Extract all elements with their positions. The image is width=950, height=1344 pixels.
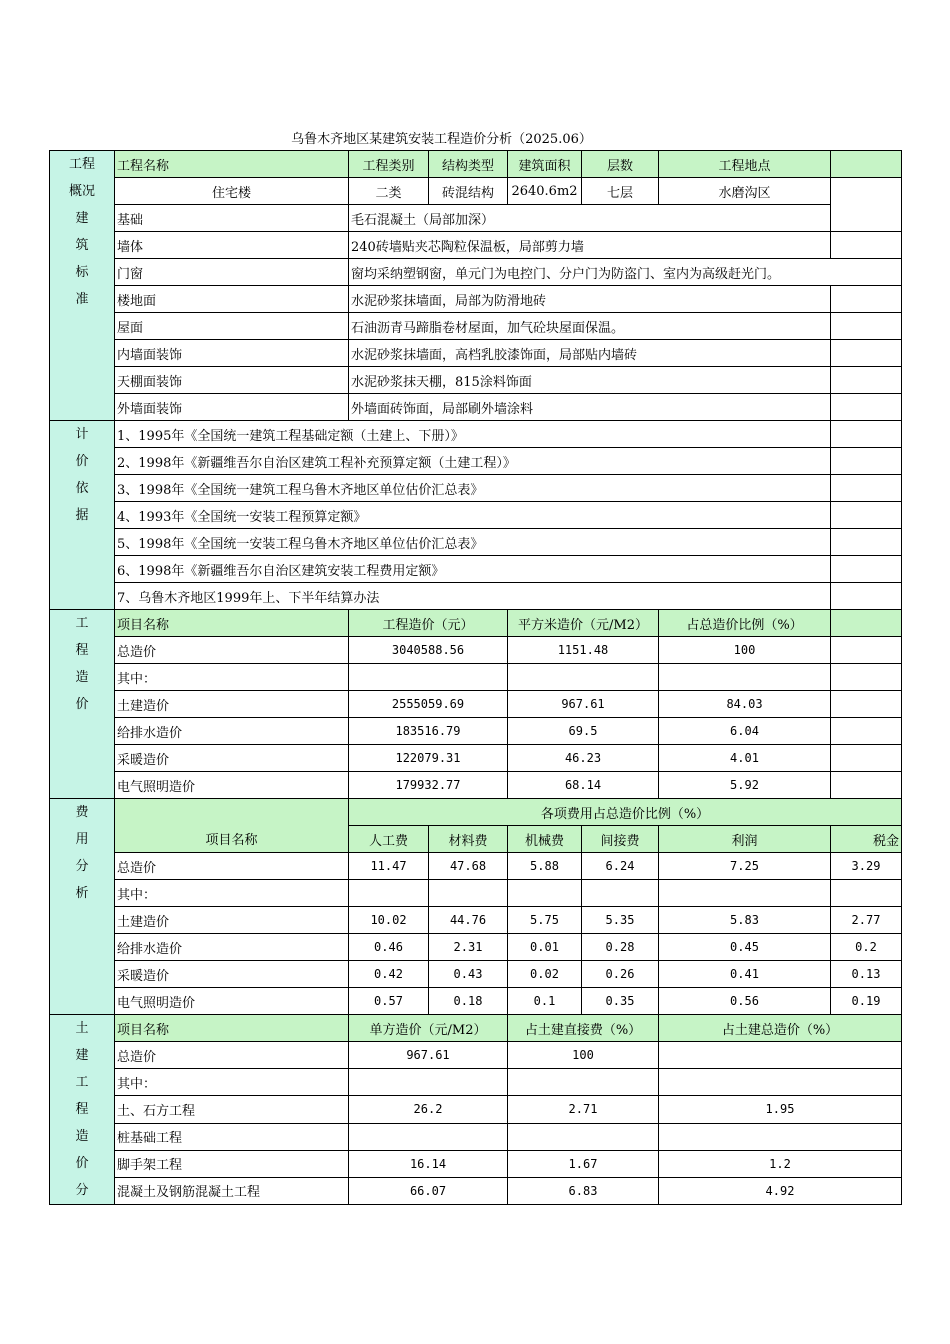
- cell: 0.26: [582, 961, 659, 988]
- cell: 2.31: [429, 934, 508, 961]
- cell: 0.2: [831, 934, 902, 961]
- header-cell: 机械费: [508, 826, 582, 853]
- item-name: 屋面: [115, 313, 349, 340]
- empty-cell: [831, 691, 902, 718]
- item-desc: 水泥砂浆抹墙面，局部为防滑地砖: [349, 286, 831, 313]
- cell: 0.45: [659, 934, 831, 961]
- cell: [349, 1123, 508, 1150]
- item-desc: 石油沥青马蹄脂卷材屋面，加气砼块屋面保温。: [349, 313, 831, 340]
- cell: 0.41: [659, 961, 831, 988]
- row-label: 脚手架工程: [115, 1150, 349, 1177]
- header-cell: 项目名称: [115, 799, 349, 853]
- row-label: 电气照明造价: [115, 772, 349, 799]
- header-cell: 工程类别: [349, 151, 429, 178]
- header-cell: 占土建总造价（%）: [659, 1015, 902, 1042]
- cell: 967.61: [508, 691, 659, 718]
- header-cell: 占总造价比例（%）: [659, 610, 831, 637]
- empty-cell: [831, 394, 902, 421]
- building-area: 2640.6m2: [508, 178, 582, 205]
- cell: 1.95: [659, 1096, 902, 1123]
- cell: 183516.79: [349, 718, 508, 745]
- cell: [659, 880, 831, 907]
- item-desc: 窗均采纳塑钢窗，单元门为电控门、分户门为防盗门、室内为高级赶光门。: [349, 259, 902, 286]
- item-name: 天棚面装饰: [115, 367, 349, 394]
- group-header: 各项费用占总造价比例（%）: [349, 799, 902, 826]
- cell: 4.92: [659, 1177, 902, 1204]
- cell: 68.14: [508, 772, 659, 799]
- cell: 7.25: [659, 853, 831, 880]
- cell: 46.23: [508, 745, 659, 772]
- cell: 100: [508, 1042, 659, 1069]
- empty-cell: [831, 367, 902, 394]
- cell: 967.61: [349, 1042, 508, 1069]
- cell: 6.24: [582, 853, 659, 880]
- header-cell: 工程造价（元）: [349, 610, 508, 637]
- table-row: [50, 1177, 902, 1204]
- basis-item: 4、1993年《全国统一安装工程预算定额》: [115, 502, 831, 529]
- cell: 16.14: [349, 1150, 508, 1177]
- cell: 0.19: [831, 988, 902, 1015]
- table-row: [50, 664, 902, 691]
- empty-cell: [831, 583, 902, 610]
- item-name: 内墙面装饰: [115, 340, 349, 367]
- cell: 0.46: [349, 934, 429, 961]
- empty-cell: [831, 637, 902, 664]
- row-label: 总造价: [115, 853, 349, 880]
- row-label: 混凝土及钢筋混凝土工程: [115, 1177, 349, 1204]
- item-name: 墙体: [115, 232, 349, 259]
- row-label: 其中：: [115, 880, 349, 907]
- empty-cell: [831, 448, 902, 475]
- cell: 5.92: [659, 772, 831, 799]
- cell: 2555059.69: [349, 691, 508, 718]
- cell: [831, 880, 902, 907]
- cell: 66.07: [349, 1177, 508, 1204]
- header-cell: 结构类型: [429, 151, 508, 178]
- section-label-basis: 计 价 依 据: [50, 421, 115, 610]
- cell: 0.18: [429, 988, 508, 1015]
- cell: 0.28: [582, 934, 659, 961]
- cell: 0.1: [508, 988, 582, 1015]
- item-desc: 水泥砂浆抹天棚，815涂料饰面: [349, 367, 831, 394]
- empty-cell: [831, 664, 902, 691]
- basis-item: 5、1998年《全国统一安装工程乌鲁木齐地区单位估价汇总表》: [115, 529, 831, 556]
- header-cell: 占土建直接费（%）: [508, 1015, 659, 1042]
- item-name: 楼地面: [115, 286, 349, 313]
- cell: [349, 664, 508, 691]
- table-row: [50, 907, 902, 934]
- cell: 179932.77: [349, 772, 508, 799]
- item-desc: 外墙面砖饰面，局部刷外墙涂料: [349, 394, 831, 421]
- cell: [349, 880, 429, 907]
- table-row: [50, 1150, 902, 1177]
- cell: 0.56: [659, 988, 831, 1015]
- table-row: [50, 745, 902, 772]
- header-cell: 利润: [659, 826, 831, 853]
- table-row: [50, 772, 902, 799]
- empty-cell: [831, 421, 902, 448]
- cell: 0.01: [508, 934, 582, 961]
- cell: 2.71: [508, 1096, 659, 1123]
- row-label: 电气照明造价: [115, 988, 349, 1015]
- cell: 3.29: [831, 853, 902, 880]
- empty-cell: [831, 718, 902, 745]
- empty-cell: [831, 475, 902, 502]
- cost-analysis-table: [49, 150, 902, 1205]
- cell: 5.35: [582, 907, 659, 934]
- project-name: 住宅楼: [115, 178, 349, 205]
- document-title: 乌鲁木齐地区某建筑安装工程造价分析（2025.06）: [291, 132, 592, 147]
- empty-cell: [831, 313, 902, 340]
- header-cell: 工程地点: [659, 151, 831, 178]
- table-row: [50, 1042, 902, 1069]
- item-name: 门窗: [115, 259, 349, 286]
- empty-cell: [831, 340, 902, 367]
- table-row: [50, 718, 902, 745]
- cell: [659, 1069, 902, 1096]
- empty-cell: [831, 151, 902, 178]
- cell: 100: [659, 637, 831, 664]
- cell: 26.2: [349, 1096, 508, 1123]
- cell: 1.67: [508, 1150, 659, 1177]
- cell: [508, 880, 582, 907]
- cell: 6.83: [508, 1177, 659, 1204]
- cell: 0.43: [429, 961, 508, 988]
- table-row: [50, 1123, 902, 1150]
- table-row: [50, 691, 902, 718]
- header-cell: 单方造价（元/M2）: [349, 1015, 508, 1042]
- item-desc: 240砖墙贴夹芯陶粒保温板，局部剪力墙: [349, 232, 831, 259]
- empty-cell: [831, 745, 902, 772]
- cell: 10.02: [349, 907, 429, 934]
- empty-cell: [831, 556, 902, 583]
- cell: [659, 1042, 902, 1069]
- basis-item: 3、1998年《全国统一建筑工程乌鲁木齐地区单位估价汇总表》: [115, 475, 831, 502]
- structure-type: 砖混结构: [429, 178, 508, 205]
- header-cell: 层数: [582, 151, 659, 178]
- header-cell: 工程名称: [115, 151, 349, 178]
- item-desc: 水泥砂浆抹墙面，高档乳胶漆饰面，局部贴内墙砖: [349, 340, 831, 367]
- table-row: [50, 934, 902, 961]
- header-cell: 间接费: [582, 826, 659, 853]
- row-label: 其中：: [115, 664, 349, 691]
- cell: [508, 1123, 659, 1150]
- cell: 84.03: [659, 691, 831, 718]
- table-row: [50, 961, 902, 988]
- row-label: 土建造价: [115, 907, 349, 934]
- basis-item: 1、1995年《全国统一建筑工程基础定额（土建上、下册）》: [115, 421, 831, 448]
- cell: 1.2: [659, 1150, 902, 1177]
- cell: 47.68: [429, 853, 508, 880]
- header-cell: 项目名称: [115, 610, 349, 637]
- cell: 2.77: [831, 907, 902, 934]
- empty-cell: [831, 286, 902, 313]
- project-location: 水磨沟区: [659, 178, 831, 205]
- cell: [508, 664, 659, 691]
- table-row: [50, 853, 902, 880]
- item-name: 外墙面装饰: [115, 394, 349, 421]
- empty-cell: [831, 232, 902, 259]
- table-row: [50, 1096, 902, 1123]
- floor-count: 七层: [582, 178, 659, 205]
- cell: 0.02: [508, 961, 582, 988]
- cell: 4.01: [659, 745, 831, 772]
- empty-cell: [831, 178, 902, 232]
- header-cell: 人工费: [349, 826, 429, 853]
- cell: [508, 1069, 659, 1096]
- item-name: 基础: [115, 205, 349, 232]
- cell: [429, 880, 508, 907]
- cell: 122079.31: [349, 745, 508, 772]
- empty-cell: [831, 502, 902, 529]
- cell: 5.88: [508, 853, 582, 880]
- section-label-cost: 工 程 造 价: [50, 610, 115, 799]
- cell: [659, 664, 831, 691]
- item-desc: 毛石混凝土（局部加深）: [349, 205, 831, 232]
- section-label-civil: 土 建 工 程 造 价 分: [50, 1015, 115, 1205]
- cell: [349, 1069, 508, 1096]
- table-row: [50, 880, 902, 907]
- header-cell: 项目名称: [115, 1015, 349, 1042]
- project-category: 二类: [349, 178, 429, 205]
- row-label: 给排水造价: [115, 934, 349, 961]
- row-label: 采暖造价: [115, 961, 349, 988]
- row-label: 桩基础工程: [115, 1123, 349, 1150]
- cell: 3040588.56: [349, 637, 508, 664]
- header-cell: 平方米造价（元/M2）: [508, 610, 659, 637]
- section-label-overview: 工程 概况 建 筑 标 准: [50, 151, 115, 421]
- row-label: 其中：: [115, 1069, 349, 1096]
- cell: 6.04: [659, 718, 831, 745]
- cell: 0.35: [582, 988, 659, 1015]
- row-label: 土建造价: [115, 691, 349, 718]
- table-row: [50, 637, 902, 664]
- cell: 11.47: [349, 853, 429, 880]
- cell: 44.76: [429, 907, 508, 934]
- empty-cell: [831, 772, 902, 799]
- table-row: [50, 988, 902, 1015]
- cell: 0.42: [349, 961, 429, 988]
- row-label: 总造价: [115, 1042, 349, 1069]
- cell: 5.75: [508, 907, 582, 934]
- cell: 1151.48: [508, 637, 659, 664]
- cell: [582, 880, 659, 907]
- empty-cell: [831, 529, 902, 556]
- empty-cell: [831, 610, 902, 637]
- row-label: 给排水造价: [115, 718, 349, 745]
- header-cell: 税金: [831, 826, 902, 853]
- table-row: [50, 1069, 902, 1096]
- row-label: 总造价: [115, 637, 349, 664]
- basis-item: 2、1998年《新疆维吾尔自治区建筑工程补充预算定额（土建工程）》: [115, 448, 831, 475]
- basis-item: 7、乌鲁木齐地区1999年上、下半年结算办法: [115, 583, 831, 610]
- header-cell: 材料费: [429, 826, 508, 853]
- basis-item: 6、1998年《新疆维吾尔自治区建筑安装工程费用定额》: [115, 556, 831, 583]
- cell: 5.83: [659, 907, 831, 934]
- row-label: 土、石方工程: [115, 1096, 349, 1123]
- cell: 0.13: [831, 961, 902, 988]
- cell: 69.5: [508, 718, 659, 745]
- cell: [659, 1123, 902, 1150]
- cell: 0.57: [349, 988, 429, 1015]
- section-label-fee: 费 用 分 析: [50, 799, 115, 1015]
- header-cell: 建筑面积: [508, 151, 582, 178]
- row-label: 采暖造价: [115, 745, 349, 772]
